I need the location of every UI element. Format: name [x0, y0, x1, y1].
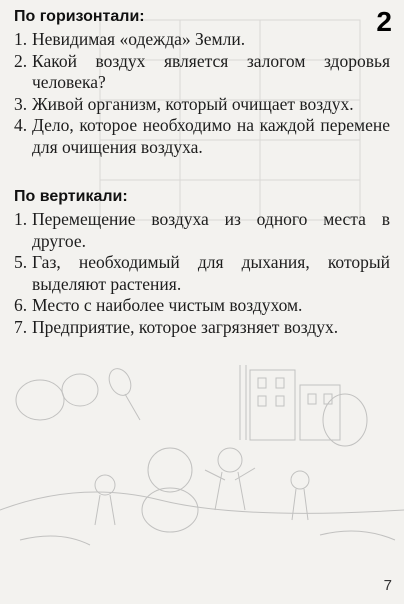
background-illustration — [0, 360, 404, 570]
clue-item — [14, 252, 390, 295]
clue-item — [14, 209, 390, 252]
clue-text: Предприятие, которое загрязняет воздух. — [32, 316, 339, 337]
vertical-section-title: По вертикали: — [14, 188, 128, 205]
clue-item — [14, 317, 390, 339]
clue-number: 4. — [14, 115, 28, 135]
clue-text: Место с наиболее чистым воздухом. — [32, 295, 303, 315]
vertical-clues-list — [14, 209, 390, 338]
clue-text: Какой воздух является залогом здоровья человека? — [32, 50, 390, 92]
horizontal-clues-list — [14, 29, 390, 158]
clue-number: 6. — [14, 295, 28, 315]
clue-number: 1. — [14, 209, 28, 229]
clue-text: Дело, которое необходимо на каждой перемене для очищения воздуха. — [32, 115, 390, 157]
clue-text: Газ, необходимый для дыхания, который выделяют растения. — [32, 252, 390, 294]
task-number-badge: 2 — [376, 6, 392, 37]
clue-text: Перемещение воздуха из одного места в другое. — [32, 209, 390, 251]
clue-number: 3. — [14, 93, 28, 114]
horizontal-section-title: По горизонтали: — [14, 8, 145, 25]
clue-text: Живой организм, который очищает воздух. — [32, 93, 354, 114]
clue-number: 7. — [14, 316, 28, 337]
clue-item — [14, 51, 390, 94]
clue-item — [14, 295, 390, 317]
clue-item — [14, 29, 390, 51]
clue-number: 2. — [14, 50, 28, 71]
page-number: 7 — [383, 577, 392, 594]
clue-number: 1. — [14, 29, 28, 49]
clue-item — [14, 115, 390, 158]
clue-text: Невидимая «одежда» Земли. — [32, 29, 246, 49]
clue-item — [14, 94, 390, 116]
clue-number: 5. — [14, 252, 28, 272]
